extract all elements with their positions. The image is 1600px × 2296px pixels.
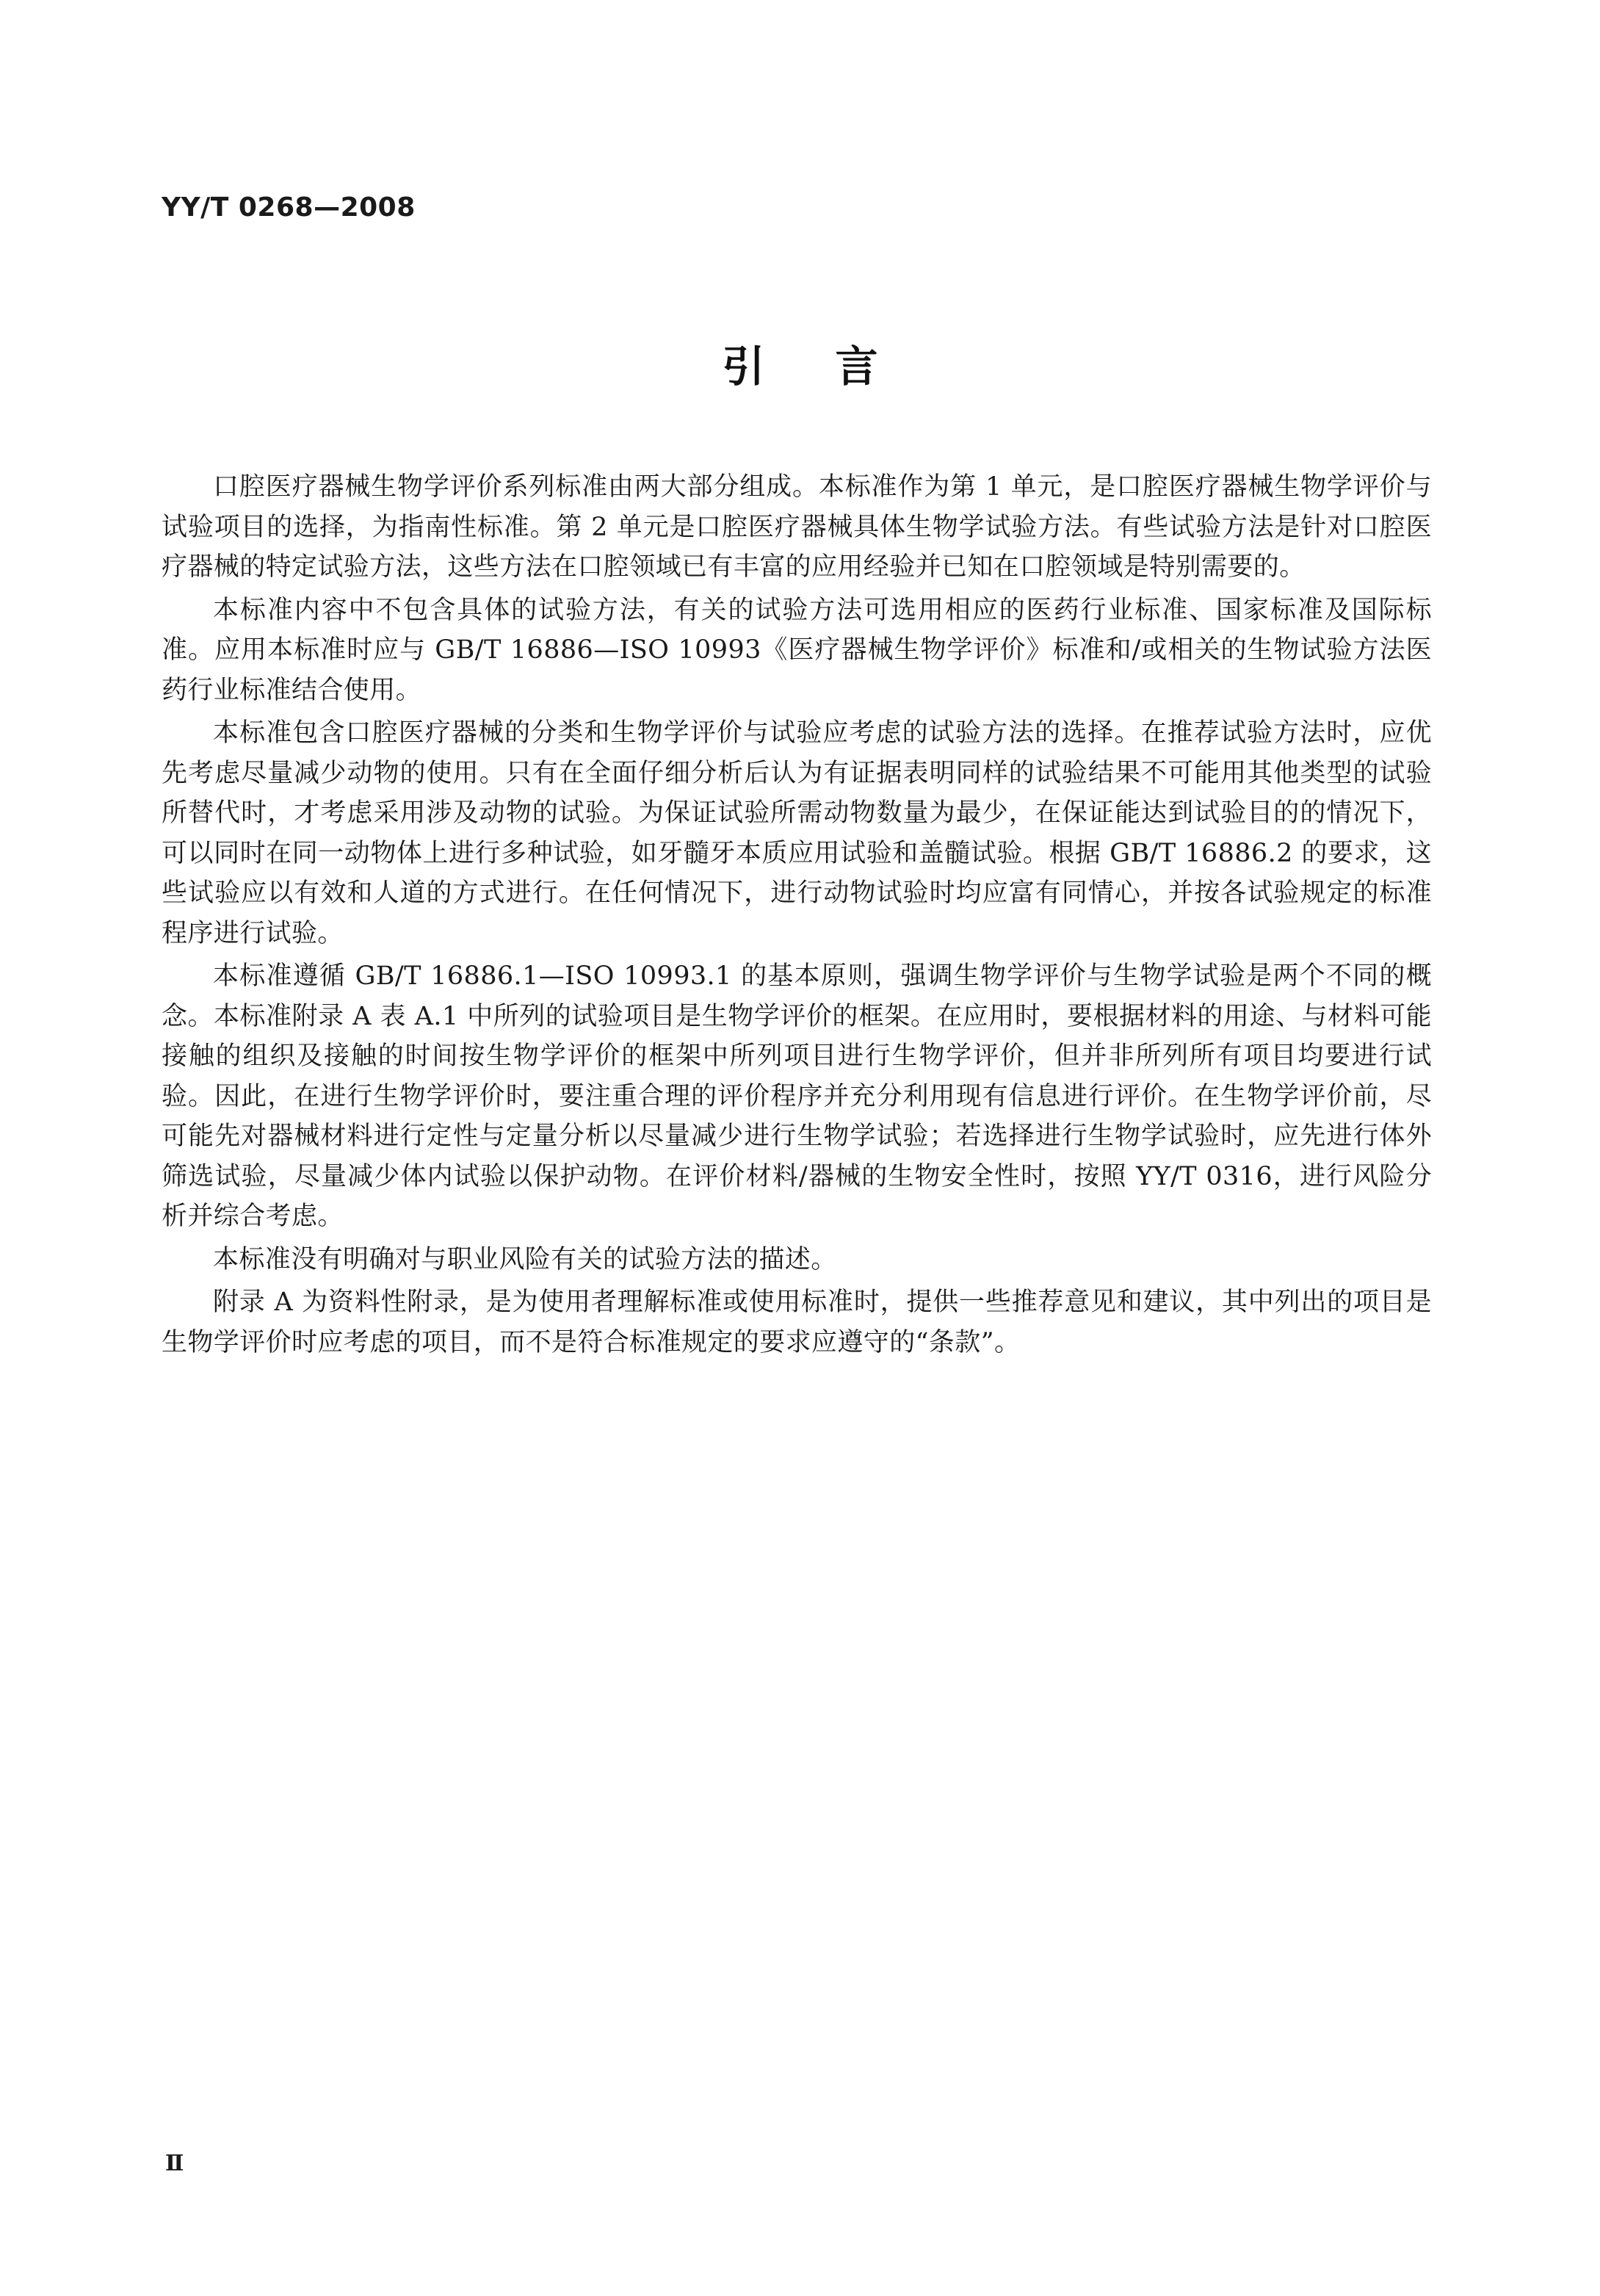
- document-code: YY/T 0268—2008: [162, 192, 416, 223]
- paragraph: 附录 A 为资料性附录，是为使用者理解标准或使用标准时，提供一些推荐意见和建议，其中列出的项目是生物学评价时应考虑的项目，而不是符合标准规定的要求应遵守的“条款”。: [162, 1288, 1432, 1357]
- paragraph: 本标准包含口腔医疗器械的分类和生物学评价与试验应考虑的试验方法的选择。在推荐试验方法时，应优先考虑尽量减少动物的使用。只有在全面仔细分析后认为有证据表明同样的试验结果不可能用其他类型的试验所替代时，才考虑采用涉及动物的试验。为保证试验所需动物数量为最少，在保证能达到试验目的的情况下，可以同时在同一动物体上进行多种试验，如牙髓牙本质应用试验和盖髓试验。根据 GB/T 16886.2 的要求，这些试验应以有效和人道的方式进行。在任何情况下，进行动物试验时均应富有同情心，并按各试验规定的标准程序进行试验。: [162, 718, 1432, 948]
- introduction-body: [162, 467, 1432, 1365]
- paragraph: 本标准内容中不包含具体的试验方法，有关的试验方法可选用相应的医药行业标准、国家标准及国际标准。应用本标准时应与 GB/T 16886—ISO 10993《医疗器械生物学评价》标准和/或相关的生物试验方法医药行业标准结合使用。: [162, 595, 1432, 705]
- paragraph: 口腔医疗器械生物学评价系列标准由两大部分组成。本标准作为第 1 单元，是口腔医疗器械生物学评价与试验项目的选择，为指南性标准。第 2 单元是口腔医疗器械具体生物学试验方法。有些试验方法是针对口腔医疗器械的特定试验方法，这些方法在口腔领域已有丰富的应用经验并已知在口腔领域是特别需要的。: [162, 472, 1432, 582]
- paragraph: 本标准没有明确对与职业风险有关的试验方法的描述。: [213, 1244, 837, 1274]
- section-title: 引言: [722, 342, 949, 391]
- page-number: Ⅱ: [165, 2151, 184, 2176]
- paragraph: 本标准遵循 GB/T 16886.1—ISO 10993.1 的基本原则，强调生物学评价与生物学试验是两个不同的概念。本标准附录 A 表 A.1 中所列的试验项目是生物学评价的框架。在应用时，要根据材料的用途、与材料可能接触的组织及接触的时间按生物学评价的框架中所列项目进行生物学评价，但并非所列所有项目均要进行试验。因此，在进行生物学评价时，要注重合理的评价程序并充分利用现有信息进行评价。在生物学评价前，尽可能先对器械材料进行定性与定量分析以尽量减少进行生物学试验；若选择进行生物学试验时，应先进行体外筛选试验，尽量减少体内试验以保护动物。在评价材料/器械的生物安全性时，按照 YY/T 0316，进行风险分析并综合考虑。: [162, 961, 1432, 1231]
